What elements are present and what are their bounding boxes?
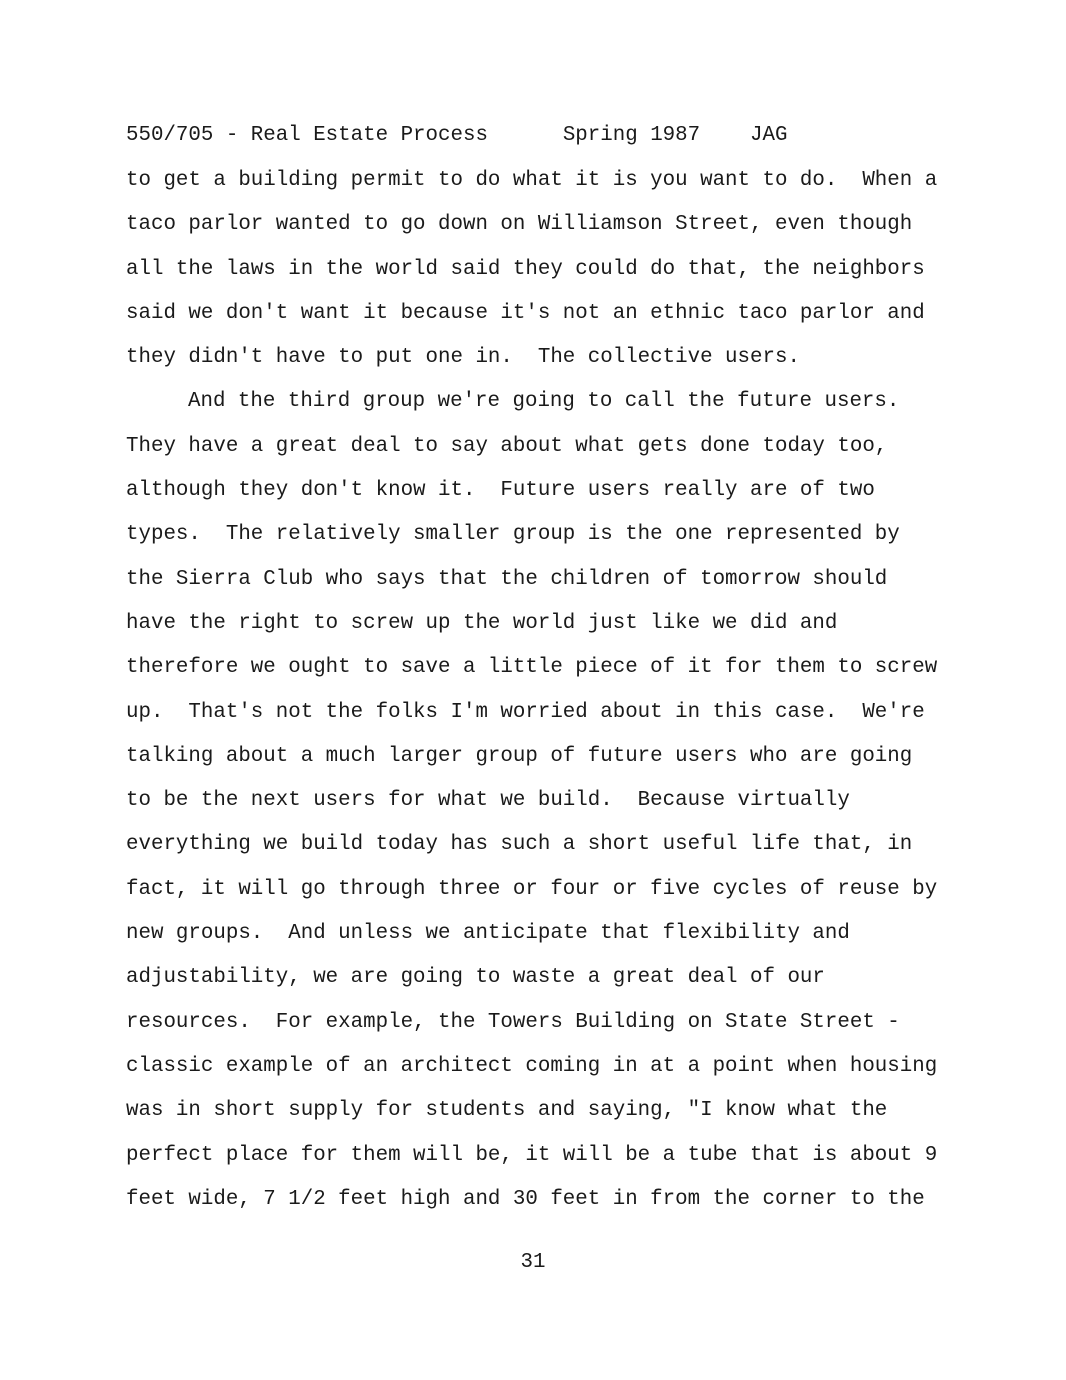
header-course: 550/705 - Real Estate Process [126, 124, 488, 147]
text-line: said we don't want it because it's not an ethnic taco parlor and [126, 301, 925, 325]
text-line: to get a building permit to do what it is you want to do. When a [126, 169, 938, 192]
text-line: was in short supply for students and saying, "I know what the [126, 1099, 888, 1123]
text-line: classic example of an architect coming in at a point when housing [126, 1054, 938, 1078]
page-header [126, 122, 788, 150]
header-gap [488, 124, 563, 147]
text-line: all the laws in the world said they could do that, the neighbors [126, 257, 925, 281]
text-line: to be the next users for what we build. Because virtually [126, 789, 850, 813]
text-line: taco parlor wanted to go down on Williamson Street, even though [126, 213, 913, 237]
text-line: fact, it will go through three or four or five cycles of reuse by [126, 877, 938, 901]
header-term: Spring 1987 [562, 124, 701, 147]
text-line: they didn't have to put one in. The collective users. [126, 346, 800, 370]
transcript-body [126, 167, 956, 1230]
header-initials: JAG [750, 124, 788, 147]
text-line: up. That's not the folks I'm worried about in this case. We're [126, 700, 925, 724]
text-line: although they don't know it. Future users really are of two [126, 479, 875, 503]
text-line: resources. For example, the Towers Building on State Street - [126, 1010, 900, 1034]
text-line: types. The relatively smaller group is the one represented by [126, 523, 900, 547]
text-line: talking about a much larger group of future users who are going [126, 744, 913, 768]
text-line: new groups. And unless we anticipate that flexibility and [126, 922, 850, 946]
text-line: They have a great deal to say about what gets done today too, [126, 434, 888, 458]
text-line: the Sierra Club who says that the children of tomorrow should [126, 567, 888, 591]
text-line: feet wide, 7 1/2 feet high and 30 feet in from the corner to the [126, 1187, 925, 1211]
text-line: have the right to screw up the world just like we did and [126, 611, 838, 635]
paragraph-start-line: And the third group we're going to call the future users. [188, 390, 900, 414]
header-gap [700, 124, 750, 147]
page-number: 31 [520, 1251, 546, 1274]
text-line: perfect place for them will be, it will be a tube that is about 9 [126, 1143, 938, 1167]
text-line: therefore we ought to save a little piece of it for them to screw [126, 656, 938, 680]
text-line: adjustability, we are going to waste a great deal of our [126, 966, 825, 990]
text-line: everything we build today has such a short useful life that, in [126, 833, 913, 857]
